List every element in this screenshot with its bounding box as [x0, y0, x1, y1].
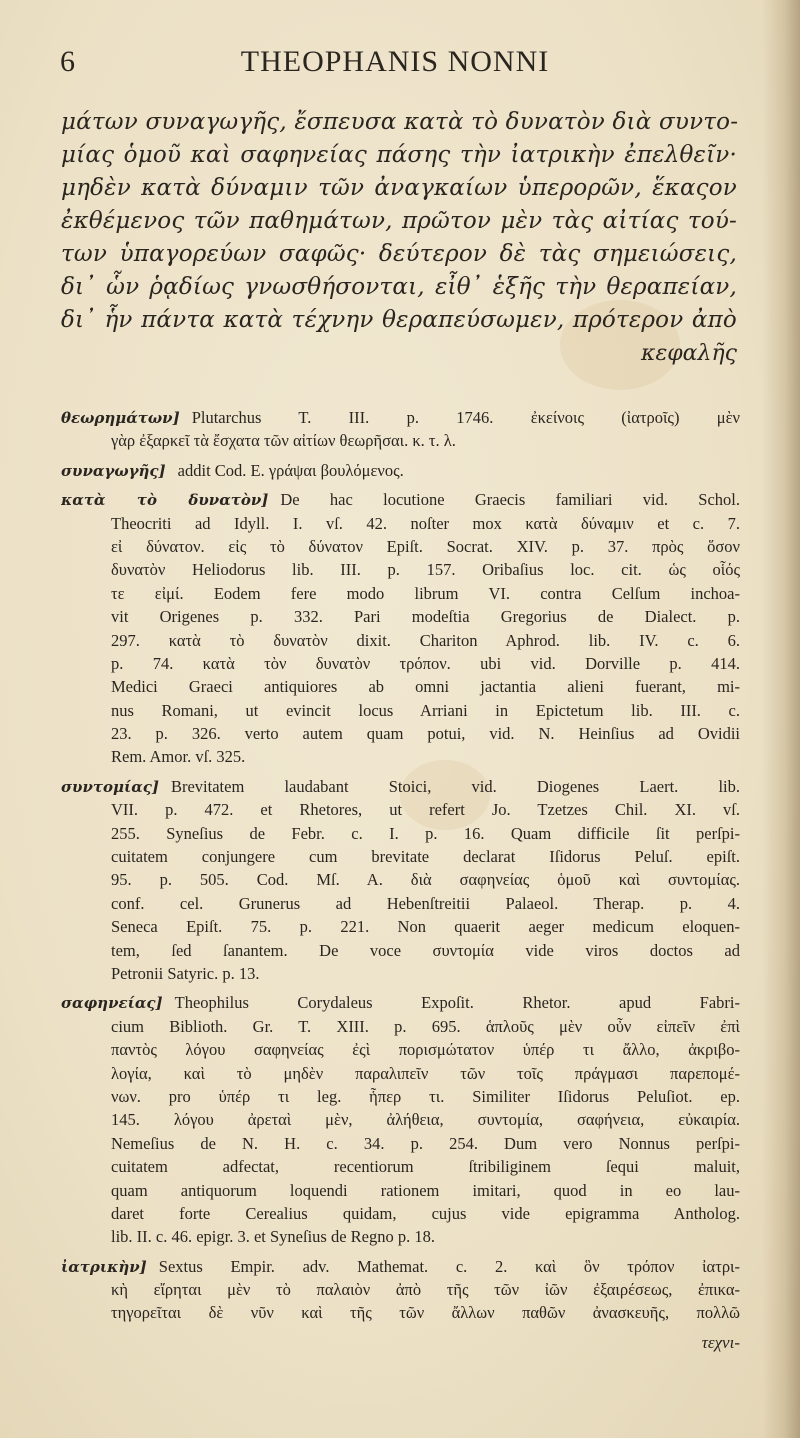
note-line: conf. cel. Grunerus ad Hebenſtreitii Palaeol. Therap. p. 4.: [111, 893, 740, 913]
text-line: μίας ὁμοῦ καὶ σαφηνείας πάσης τὴν ἰατρικὴν ἐπελθεῖν·: [61, 142, 737, 168]
note-text: Brevitatem laudabant Stoici, vid. Diogenes Laert. lib.: [170, 776, 740, 796]
note-lemma: σαφηνείας]: [61, 994, 163, 1013]
note-line: cuitatem adfectat, recentiorum ſtribiliginem ſequi maluit,: [111, 1157, 740, 1177]
note-line: nus Romani, ut evincit locus Arriani in Epictetum lib. III. c.: [111, 700, 740, 720]
note-line: cium Biblioth. Gr. T. XIII. p. 695. ἁπλοῦς μὲν οὖν εἰπεῖν ἐπὶ: [111, 1016, 740, 1036]
running-title: THEOPHANIS NONNI: [240, 45, 550, 78]
note-line: Medici Graeci antiquiores ab omni jactantia alieni fuerant, mi-: [111, 677, 740, 697]
note-text: Plutarchus T. III. p. 1746. ἐκείνοις (ἰατροῖς) μὲν: [191, 408, 740, 427]
note-line: p. 74. κατὰ τὸν δυνατὸν τρόπον. ubi vid. Dorville p. 414.: [111, 653, 740, 673]
note-line: τε εἰμί. Eodem fere modo librum VI. contra Celſum inchoa-: [111, 583, 740, 603]
note-line: [61, 991, 740, 1014]
note-lemma: κατὰ τὸ δυνατὸν]: [61, 491, 269, 510]
note-line: VII. p. 472. et Rhetores, ut refert Jo. Tzetzes Chil. XI. vſ.: [111, 800, 740, 820]
note-text: addit Cod. E. γράψαι βουλόμενος.: [177, 460, 404, 480]
note-entry: [61, 488, 740, 769]
note-line: δυνατὸν Heliodorus lib. III. p. 157. Oribaſius loc. cit. ὡς οἷός: [111, 560, 740, 580]
note-line: παντὸς λόγου σαφηνείας ἐςὶ πορισμώτατον ὑπέρ τι ἄλλο, ἀκριβο-: [111, 1040, 740, 1060]
note-entry: [61, 1255, 740, 1325]
note-line: daret forte Cerealius quidam, cujus vide epigramma Antholog.: [111, 1203, 740, 1223]
note-text: De hac locutione Graecis familiari vid. Schol.: [280, 490, 740, 510]
note-line: γὰρ ἐξαρκεῖ τὰ ἔσχατα τῶν αἰτίων θεωρῆσαι. κ. τ. λ.: [111, 431, 456, 451]
catchword: τεχνι-: [701, 1332, 740, 1352]
note-lemma: συναγωγῆς]: [61, 461, 166, 480]
note-line: Petronii Satyric. p. 13.: [111, 963, 260, 983]
note-line: τηγορεῖται δὲ νῦν καὶ τῆς τῶν ἄλλων παθῶν ἀνασκευῆς, πολλῶ: [111, 1303, 740, 1323]
text-line: ἐκθέμενος τῶν παθημάτων, πρῶτον μὲν τὰς αἰτίας τού-: [61, 208, 737, 234]
footnotes: [61, 406, 740, 1355]
note-line: λογία, καὶ τὸ μηδὲν παραλιπεῖν τῶν τοῖς πράγμασι παρεπομέ-: [111, 1063, 740, 1083]
text-line: δι᾽ ἧν πάντα κατὰ τέχνην θεραπεύσωμεν, πρότερον ἀπὸ: [61, 307, 737, 333]
note-line: κὴ εἴρηται μὲν τὸ παλαιὸν ἀπὸ τῆς τῶν ἰῶν ἐξαιρέσεως, ἐπικα-: [111, 1280, 740, 1300]
note-line: [61, 1255, 740, 1278]
note-line: [61, 775, 740, 798]
note-line: 297. κατὰ τὸ δυνατὸν dixit. Chariton Aphrod. lib. IV. c. 6.: [111, 630, 740, 650]
note-line: νων. pro ὑπέρ τι leg. ἧπερ τι. Similiter Iſidorus Peluſiot. ep.: [111, 1086, 740, 1106]
note-line: Theocriti ad Idyll. I. vſ. 42. noſter mox κατὰ δύναμιν et c. 7.: [111, 513, 740, 533]
note-line: 23. p. 326. verto autem quam potui, vid. N. Heinſius ad Ovidii: [111, 724, 740, 744]
note-line: [61, 406, 740, 429]
note-lemma: ἰατρικὴν]: [61, 1257, 147, 1276]
note-line: 145. λόγου ἀρεταὶ μὲν, ἀλήθεια, συντομία, σαφήνεια, εὐκαιρία.: [111, 1110, 740, 1130]
note-lemma: θεωρημάτων]: [61, 409, 180, 427]
catchword: κεφαλῆς: [641, 341, 737, 366]
text-line: των ὑπαγορεύων σαφῶς· δεύτερον δὲ τὰς σημειώσεις,: [61, 241, 737, 267]
note-line: vit Origenes p. 332. Pari modeſtia Gregorius de Dialect. p.: [111, 607, 740, 627]
note-line: [61, 459, 740, 482]
note-line: 255. Syneſius de Febr. c. I. p. 16. Quam difficile ſit perſpi-: [111, 823, 740, 843]
text-line: μηδὲν κατὰ δύναμιν τῶν ἀναγκαίων ὑπερορῶν, ἕκαςον: [61, 175, 737, 201]
note-line: Seneca Epiſt. 75. p. 221. Non quaerit aeger medicum eloquen-: [111, 917, 740, 937]
note-line: quam antiquorum loquendi rationem imitari, quod in eo lau-: [111, 1180, 740, 1200]
note-line: Nemeſius de N. H. c. 34. p. 254. Dum vero Nonnus perſpi-: [111, 1133, 740, 1153]
note-line: Rem. Amor. vſ. 325.: [111, 747, 246, 767]
note-text: Sextus Empir. adv. Mathemat. c. 2. καὶ ὃν τρόπον ἰατρι-: [158, 1256, 740, 1276]
note-line: εἰ δύνατον. εἰς τὸ δύνατον Epiſt. Socrat. XIV. p. 37. πρὸς ὅσον: [111, 536, 740, 556]
note-entry: [61, 406, 740, 453]
note-entry: [61, 459, 740, 482]
note-line: cuitatem conjungere cum brevitate declarat Iſidorus Peluſ. epiſt.: [111, 847, 740, 867]
page-edge-shadow: [762, 0, 800, 1438]
note-entry: [61, 775, 740, 986]
note-line: [61, 488, 740, 511]
note-line: tem, ſed ſanantem. De voce συντομία vide viros doctos ad: [111, 940, 740, 960]
note-line: 95. p. 505. Cod. Mſ. A. διὰ σαφηνείας ὁμοῦ καὶ συντομίας.: [111, 870, 740, 890]
note-entry: [61, 991, 740, 1248]
note-text: Theophilus Corydaleus Expoſit. Rhetor. apud Fabri-: [174, 993, 740, 1013]
note-line: lib. II. c. 46. epigr. 3. et Syneſius de Regno p. 18.: [111, 1227, 435, 1247]
text-line: μάτων συναγωγῆς, ἔσπευσα κατὰ τὸ δυνατὸν διὰ συντο-: [61, 109, 739, 135]
text-line: δι᾽ ὧν ῥᾳδίως γνωσθήσονται, εἶθ᾽ ἑξῆς τὴν θεραπείαν,: [61, 274, 737, 300]
main-greek-text: [61, 106, 737, 370]
note-lemma: συντομίας]: [61, 777, 159, 796]
page-number: 6: [60, 45, 75, 78]
